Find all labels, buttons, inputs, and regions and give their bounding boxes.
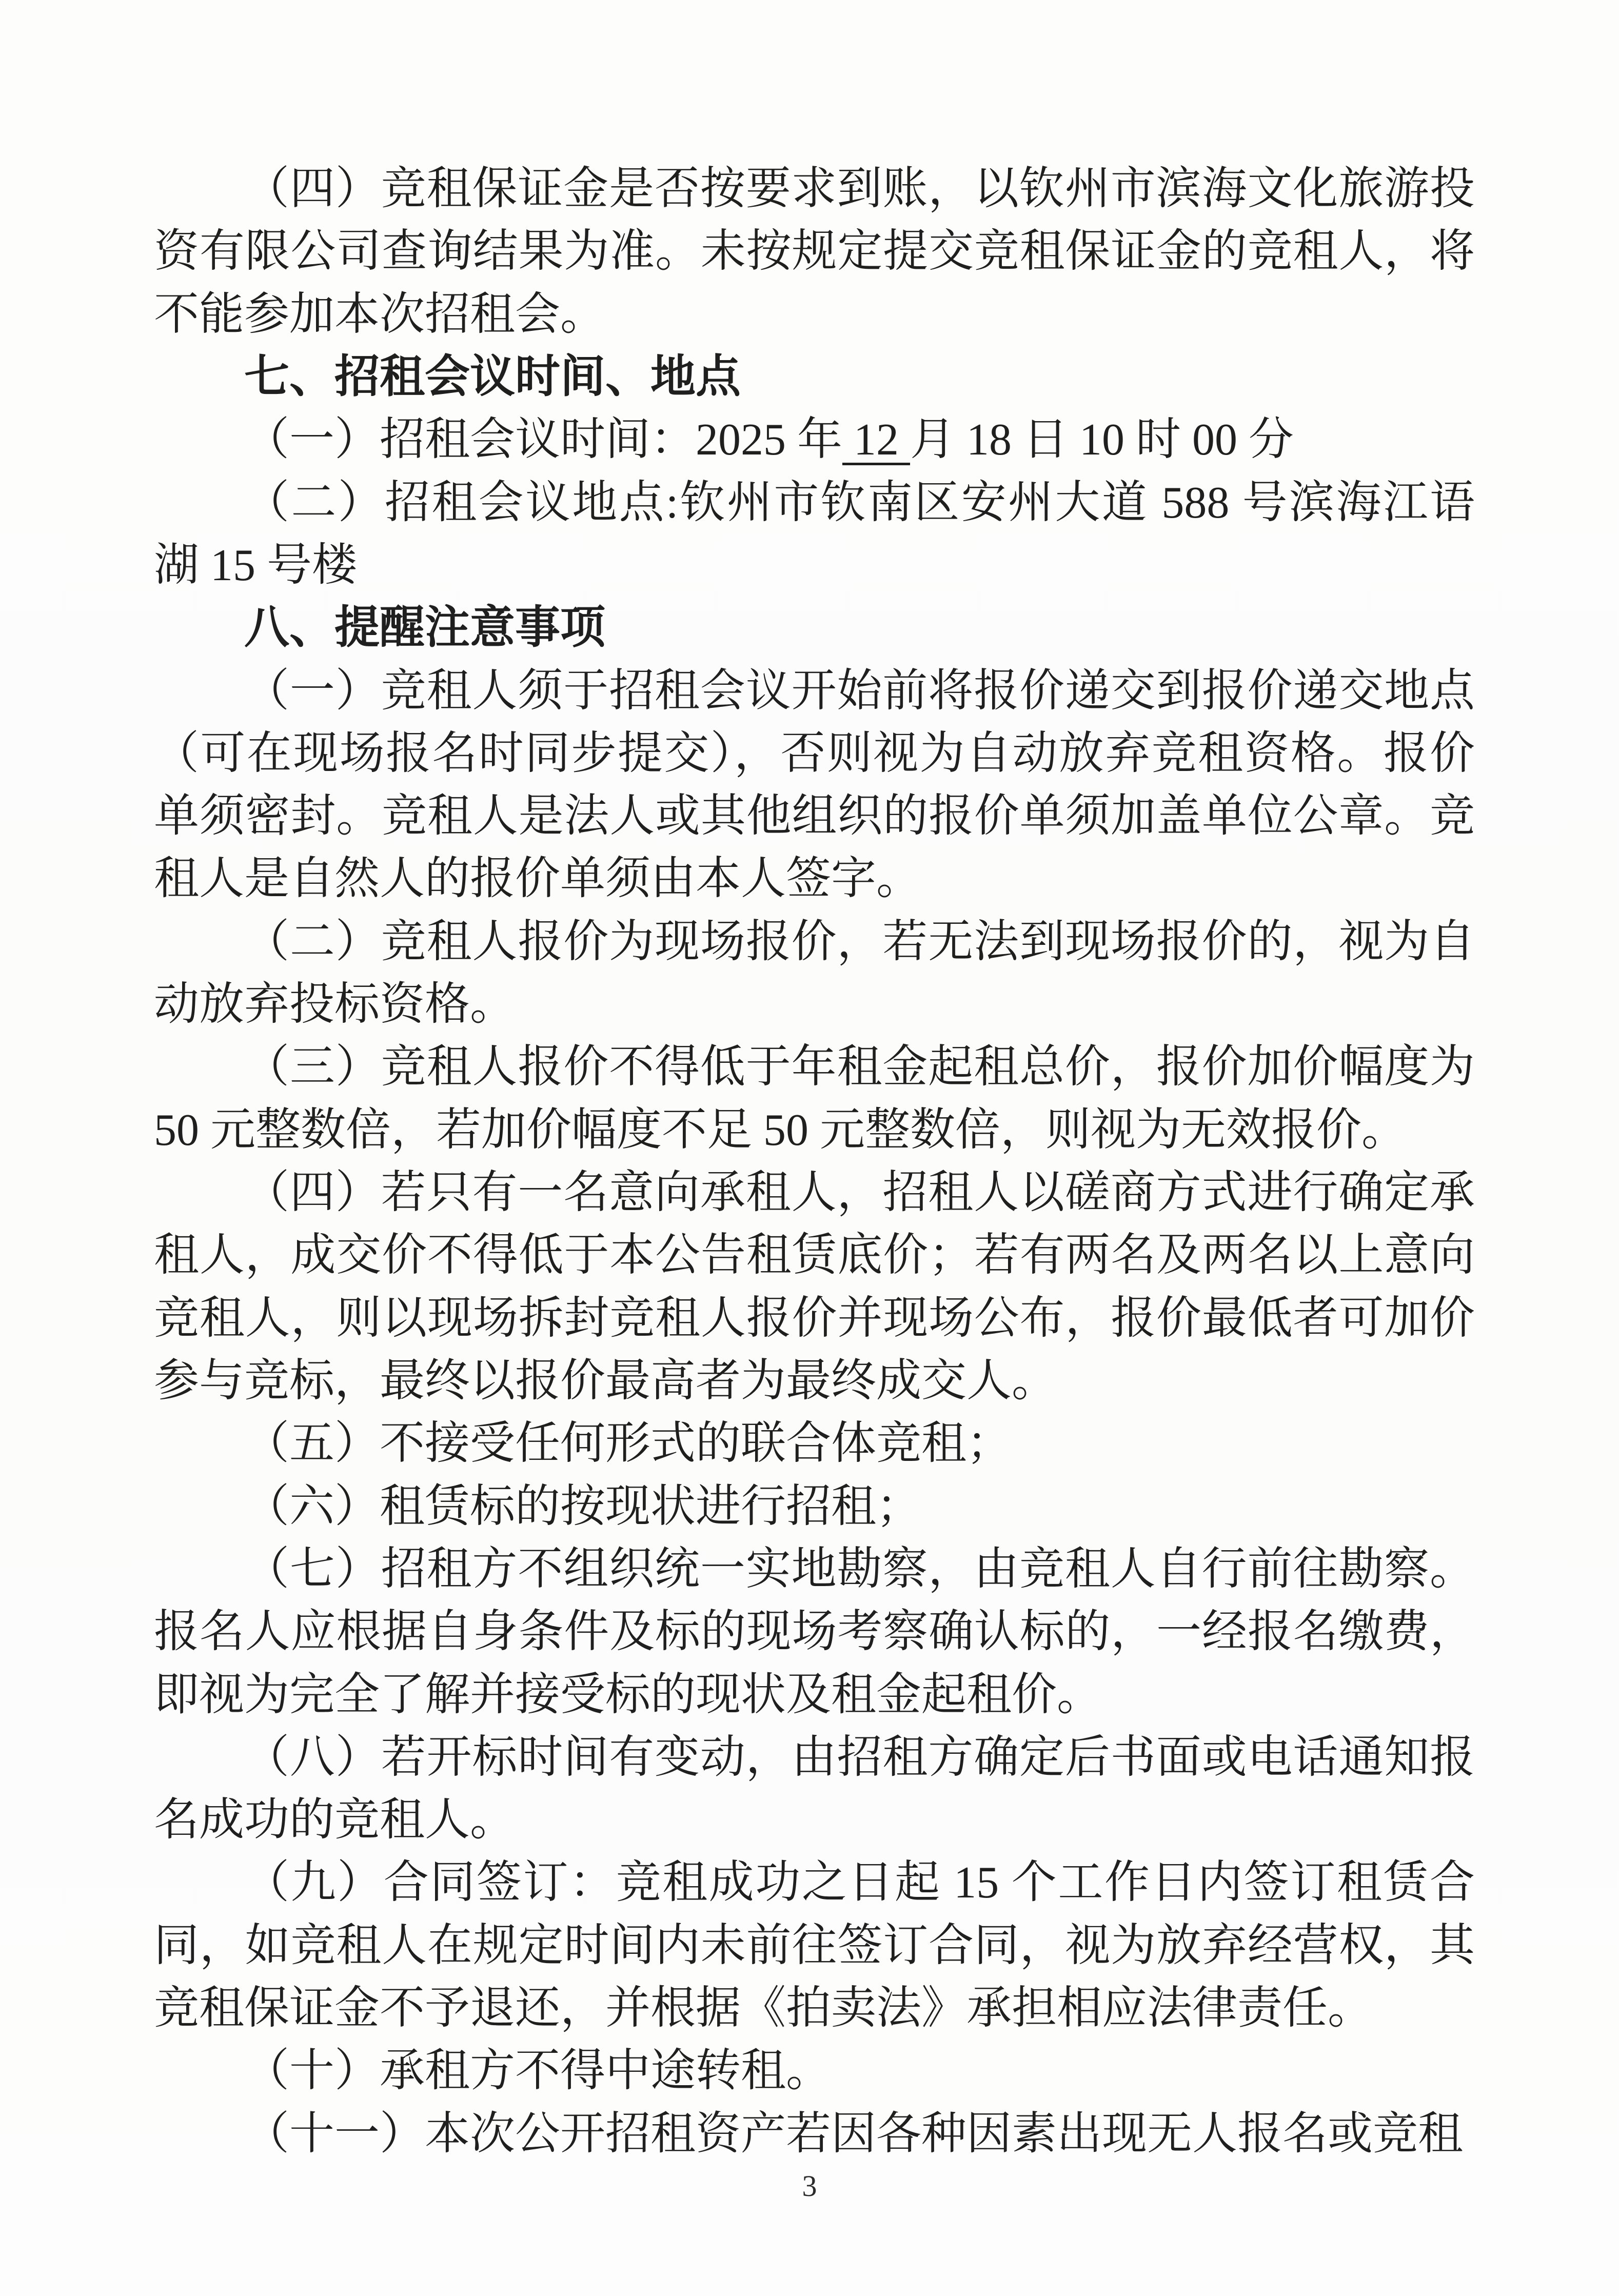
paragraph — [154, 2040, 1475, 2103]
paragraph — [154, 158, 1475, 346]
text-run: （四）若只有一名意向承租人，招租人以磋商方式进行确定承租人，成交价不得低于本公告租赁底价；若有两名及两名以上意向竞租人，则以现场拆封竞租人报价并现场公布，报价最低者可加价参与竞标，最终以报价最高者为最终成交人。 — [154, 1168, 1475, 1406]
text-run: 八、提醒注意事项 — [244, 603, 606, 654]
text-run: 七、招租会议时间、地点 — [244, 352, 741, 402]
text-run: （九）合同签订：竞租成功之日起 15 个工作日内签订租赁合同，如竞租人在规定时间内未前往签订合同，视为放弃经营权，其竞租保证金不予退还，并根据《拍卖法》承担相应法律责任。 — [154, 1858, 1475, 2034]
text-run: （二）竞租人报价为现场报价，若无法到现场报价的，视为自动放弃投标资格。 — [154, 917, 1475, 1030]
paragraph — [154, 1036, 1475, 1162]
paragraph — [154, 660, 1475, 911]
text-run: （一）招租会议时间：2025 年 — [244, 415, 843, 465]
paragraph — [154, 2103, 1475, 2166]
paragraph — [154, 1852, 1475, 2040]
page-number: 3 — [802, 2169, 817, 2203]
text-run: （十）承租方不得中途转租。 — [244, 2046, 832, 2096]
text-run: （一）竞租人须于招租会议开始前将报价递交到报价递交地点（可在现场报名时同步提交），否则视为自动放弃竞租资格。报价单须密封。竞租人是法人或其他组织的报价单须加盖单位公章。竞租人是自然人的报价单须由本人签字。 — [154, 666, 1475, 904]
section-heading — [154, 346, 1475, 409]
paragraph — [154, 1413, 1475, 1475]
text-run: （四）竞租保证金是否按要求到账，以钦州市滨海文化旅游投资有限公司查询结果为准。未按规定提交竞租保证金的竞租人，将不能参加本次招租会。 — [154, 164, 1475, 340]
text-run: （三）竞租人报价不得低于年租金起租总价，报价加价幅度为 50 元整数倍，若加价幅度不足 50 元整数倍，则视为无效报价。 — [154, 1042, 1475, 1155]
text-run: （八）若开标时间有变动，由招租方确定后书面或电话通知报名成功的竞租人。 — [154, 1732, 1475, 1846]
document-body — [154, 158, 1475, 2166]
paragraph — [154, 409, 1475, 471]
underlined-text: 12 — [842, 415, 911, 465]
text-run: （六）租赁标的按现状进行招租； — [244, 1481, 922, 1532]
text-run: （七）招租方不组织统一实地勘察，由竞租人自行前往勘察。报名人应根据自身条件及标的现场考察确认标的，一经报名缴费，即视为完全了解并接受标的现状及租金起租价。 — [154, 1544, 1475, 1720]
text-run: （五）不接受任何形式的联合体竞租； — [244, 1419, 1012, 1469]
paragraph — [154, 1538, 1475, 1727]
paragraph — [154, 1476, 1475, 1538]
paragraph — [154, 1162, 1475, 1413]
section-heading — [154, 597, 1475, 660]
text-run: 月 18 日 10 时 00 分 — [910, 415, 1294, 465]
text-run: （二）招租会议地点:钦州市钦南区安州大道 588 号滨海江语湖 15 号楼 — [154, 478, 1475, 590]
paragraph — [154, 1727, 1475, 1852]
paragraph — [154, 911, 1475, 1037]
text-run: （十一）本次公开招租资产若因各种因素出现无人报名或竞租 — [244, 2109, 1464, 2159]
paragraph — [154, 472, 1475, 598]
